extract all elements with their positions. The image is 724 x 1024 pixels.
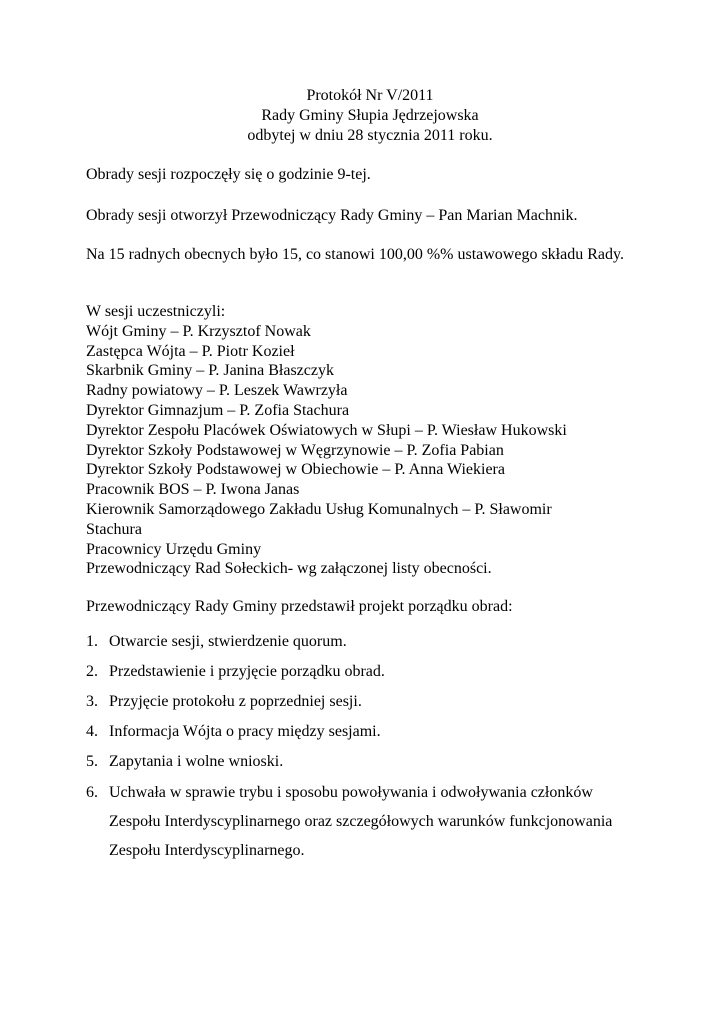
participant-item: Przewodniczący Rad Sołeckich- wg załączonej listy obecności. xyxy=(86,560,492,578)
session-start-paragraph: Obrady sesji rozpoczęły się o godzinie 9-tej. xyxy=(86,166,371,183)
agenda-item xyxy=(86,752,646,772)
participant-item: Zastępca Wójta – P. Piotr Kozieł xyxy=(86,342,295,360)
agenda-item-text: Zapytania i wolne wnioski. xyxy=(109,753,284,770)
session-date: odbytej w dniu 28 stycznia 2011 roku. xyxy=(247,127,493,144)
document-header xyxy=(0,86,724,146)
agenda-item-text: Przedstawienie i przyjęcie porządku obrad. xyxy=(109,663,385,680)
participant-item: Dyrektor Szkoły Podstawowej w Obiechowie – P. Anna Wiekiera xyxy=(86,461,505,479)
agenda-item xyxy=(86,692,646,712)
participant-item: Dyrektor Gimnazjum – P. Zofia Stachura xyxy=(86,401,350,419)
agenda-item-number: 1. xyxy=(86,633,98,650)
participant-item: Radny powiatowy – P. Leszek Wawrzyła xyxy=(86,382,348,400)
session-opened-paragraph: Obrady sesji otworzył Przewodniczący Rady Gminy – Pan Marian Machnik. xyxy=(86,207,578,224)
agenda-item xyxy=(86,662,646,682)
participant-item: Kierownik Samorządowego Zakładu Usług Komunalnych – P. Sławomir Stachura xyxy=(86,500,552,538)
participant-item: Dyrektor Szkoły Podstawowej w Węgrzynowie – P. Zofia Pabian xyxy=(86,441,504,459)
agenda-item xyxy=(86,632,646,652)
agenda-item-text: Uchwała w sprawie trybu i sposobu powoływania i odwoływania członków Zespołu Interdyscyplinarnego oraz szczegółowych warunków funkcjonowania Zespołu Interdyscyplinarnego. xyxy=(109,784,613,859)
agenda-item-text: Informacja Wójta o pracy między sesjami. xyxy=(109,723,381,740)
participants-list xyxy=(86,302,646,579)
council-name: Rady Gminy Słupia Jędrzejowska xyxy=(261,107,479,124)
agenda-item-number: 3. xyxy=(86,693,98,710)
participant-item: Skarbnik Gminy – P. Janina Błaszczyk xyxy=(86,362,334,380)
protocol-title: Protokół Nr V/2011 xyxy=(306,87,434,104)
agenda-item-number: 5. xyxy=(86,753,98,770)
agenda-intro-paragraph: Przewodniczący Rady Gminy przedstawił projekt porządku obrad: xyxy=(86,598,513,615)
participant-item: Pracownicy Urzędu Gminy xyxy=(86,540,262,558)
participant-item: Pracownik BOS – P. Iwona Janas xyxy=(86,481,300,499)
participant-item: Dyrektor Zespołu Placówek Oświatowych w Słupi – P. Wiesław Hukowski xyxy=(86,421,567,439)
agenda-list xyxy=(86,632,646,875)
participants-heading: W sesji uczestniczyli: xyxy=(86,303,226,320)
attendance-paragraph: Na 15 radnych obecnych było 15, co stanowi 100,00 %% ustawowego składu Rady. xyxy=(86,246,624,263)
agenda-item xyxy=(86,778,646,865)
agenda-item-text: Otwarcie sesji, stwierdzenie quorum. xyxy=(109,633,347,650)
agenda-item-text: Przyjęcie protokołu z poprzedniej sesji. xyxy=(109,693,362,710)
agenda-item-number: 4. xyxy=(86,723,98,740)
agenda-item-number: 2. xyxy=(86,663,98,680)
agenda-item xyxy=(86,722,646,742)
agenda-item-number: 6. xyxy=(86,784,98,801)
participant-item: Wójt Gminy – P. Krzysztof Nowak xyxy=(86,322,311,340)
